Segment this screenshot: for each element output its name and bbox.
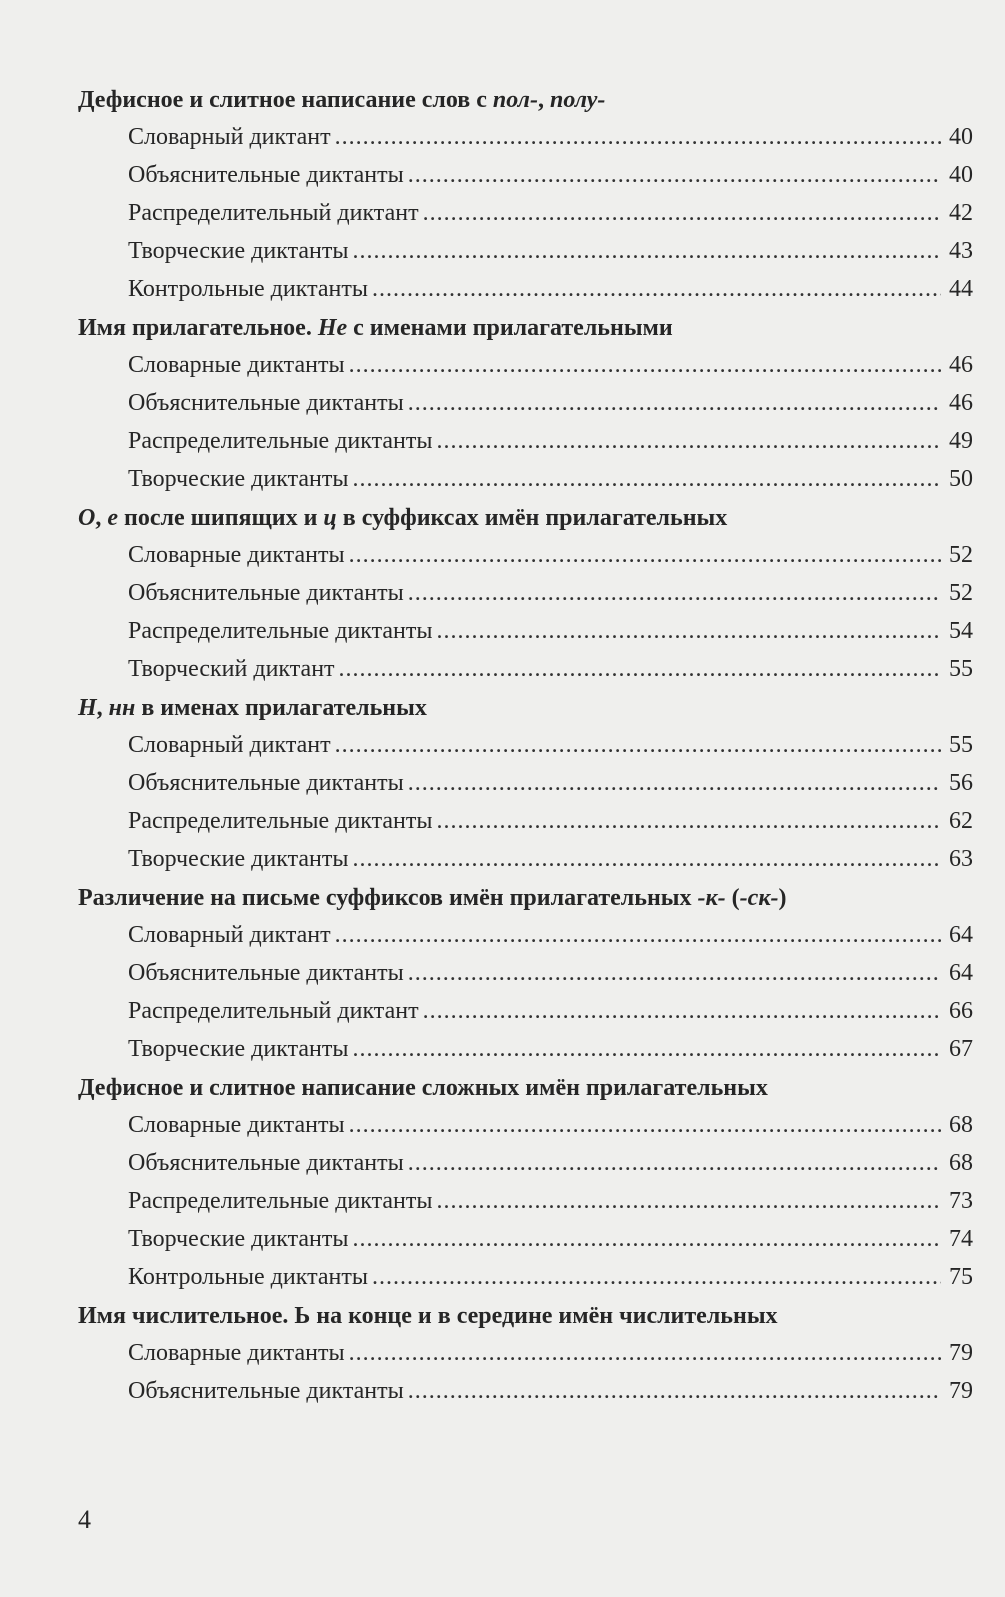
dot-leader [349,1106,941,1144]
entry-page-number: 63 [949,846,973,872]
dot-leader [437,612,942,650]
toc-entry [128,1144,973,1182]
dot-leader [349,346,941,384]
dot-leader [408,1144,941,1182]
dot-leader [349,1334,941,1372]
toc-section [78,314,973,498]
section-heading [78,86,973,114]
heading-text: Дефисное и слитное написание слов с [78,87,493,113]
entry-page-number: 46 [949,352,973,378]
entry-page-number: 74 [949,1226,973,1252]
entry-label: Словарный диктант [128,124,331,150]
toc-entry [128,156,973,194]
dot-leader [437,802,942,840]
toc-entry [128,764,973,802]
section-heading [78,884,973,912]
entry-page-number: 66 [949,998,973,1024]
toc-section [78,1302,973,1410]
entry-page-number: 42 [949,200,973,226]
entry-page-number: 73 [949,1188,973,1214]
page-number: 4 [78,1505,91,1534]
entry-page-number: 40 [949,162,973,188]
entry-page-number: 55 [949,656,973,682]
entry-page-number: 49 [949,428,973,454]
toc-section [78,1074,973,1296]
entry-page-number: 44 [949,276,973,302]
heading-text: , [96,695,109,721]
entry-page-number: 62 [949,808,973,834]
entry-label: Творческие диктанты [128,846,349,872]
heading-text: , [537,87,550,113]
dot-leader [352,1220,941,1258]
toc-entry [128,574,973,612]
entry-label: Объяснительные диктанты [128,1150,404,1176]
dot-leader [437,1182,942,1220]
dot-leader [339,650,941,688]
dot-leader [335,726,941,764]
heading-text: с именами прилагательными [347,315,673,341]
entry-label: Словарные диктанты [128,1340,345,1366]
entry-label: Объяснительные диктанты [128,162,404,188]
toc-entry [128,384,973,422]
dot-leader [408,1372,941,1410]
toc-entry [128,1220,973,1258]
dot-leader [408,954,941,992]
toc-entry [128,726,973,764]
entry-label: Творческие диктанты [128,1226,349,1252]
heading-text: после шипящих и [118,505,324,531]
toc-entry [128,1030,973,1068]
dot-leader [408,574,941,612]
entry-label: Объяснительные диктанты [128,390,404,416]
heading-text: полу- [549,87,606,113]
heading-text: Имя числительное. Ь на конце и в середине имён числительных [78,1303,778,1329]
toc-entry [128,992,973,1030]
toc-entry [128,194,973,232]
toc-section [78,694,973,878]
toc-entry [128,840,973,878]
dot-leader [372,1258,941,1296]
entry-page-number: 55 [949,732,973,758]
entry-page-number: 75 [949,1264,973,1290]
heading-text: в суффиксах имён прилагательных [336,505,728,531]
entry-label: Объяснительные диктанты [128,960,404,986]
entry-page-number: 54 [949,618,973,644]
entry-label: Объяснительные диктанты [128,580,404,606]
entry-page-number: 79 [949,1378,973,1404]
entry-label: Творческие диктанты [128,466,349,492]
entry-label: Распределительный диктант [128,200,419,226]
toc-section [78,884,973,1068]
dot-leader [408,384,941,422]
dot-leader [352,460,941,498]
toc-entry [128,232,973,270]
entry-label: Творческие диктанты [128,238,349,264]
dot-leader [349,536,941,574]
entry-page-number: 79 [949,1340,973,1366]
heading-text: Различение на письме суффиксов имён прилагательных [78,885,698,911]
heading-text: Дефисное и слитное написание сложных имён прилагательных [78,1075,768,1101]
toc-entry [128,270,973,308]
toc-section [78,504,973,688]
entry-label: Словарный диктант [128,922,331,948]
heading-text: О [78,505,96,531]
toc-entry [128,612,973,650]
toc-section [78,86,973,308]
toc-entry [128,118,973,156]
dot-leader [423,992,941,1030]
toc-entry [128,916,973,954]
heading-text: ц [323,505,337,531]
toc-entry [128,346,973,384]
section-heading [78,1302,973,1330]
dot-leader [352,1030,941,1068]
entry-page-number: 64 [949,922,973,948]
dot-leader [335,118,941,156]
section-heading [78,1074,973,1102]
entry-page-number: 68 [949,1150,973,1176]
entry-label: Распределительные диктанты [128,1188,433,1214]
section-heading [78,314,973,342]
toc-entry [128,536,973,574]
entry-label: Словарный диктант [128,732,331,758]
heading-text: -ск- [739,885,779,911]
toc-entry [128,1182,973,1220]
entry-label: Словарные диктанты [128,1112,345,1138]
entry-label: Распределительные диктанты [128,618,433,644]
entry-page-number: 68 [949,1112,973,1138]
toc-entry [128,1334,973,1372]
toc-entry [128,1106,973,1144]
toc-entry [128,1258,973,1296]
heading-text: е [107,505,118,531]
entry-label: Словарные диктанты [128,542,345,568]
heading-text: Н [78,695,97,721]
entry-label: Распределительный диктант [128,998,419,1024]
dot-leader [437,422,942,460]
entry-page-number: 43 [949,238,973,264]
dot-leader [423,194,941,232]
heading-text: , [95,505,108,531]
entry-page-number: 52 [949,542,973,568]
dot-leader [408,764,941,802]
dot-leader [352,840,941,878]
heading-text: нн [108,695,136,721]
heading-text: ) [778,885,787,911]
heading-text: пол- [492,87,538,113]
dot-leader [335,916,941,954]
entry-label: Распределительные диктанты [128,808,433,834]
table-of-contents [78,86,973,1416]
toc-entry [128,422,973,460]
heading-text: в именах прилагательных [135,695,427,721]
section-heading [78,694,973,722]
heading-text: ( [725,885,740,911]
entry-label: Контрольные диктанты [128,276,368,302]
entry-label: Творческий диктант [128,656,335,682]
toc-entry [128,650,973,688]
entry-page-number: 64 [949,960,973,986]
toc-entry [128,802,973,840]
section-heading [78,504,973,532]
entry-page-number: 50 [949,466,973,492]
dot-leader [408,156,941,194]
dot-leader [352,232,941,270]
heading-text: Не [317,315,348,341]
entry-page-number: 56 [949,770,973,796]
toc-entry [128,1372,973,1410]
toc-entry [128,954,973,992]
entry-label: Словарные диктанты [128,352,345,378]
entry-label: Объяснительные диктанты [128,1378,404,1404]
entry-label: Творческие диктанты [128,1036,349,1062]
dot-leader [372,270,941,308]
heading-text: Имя прилагательное. [78,315,318,341]
heading-text: -к- [697,885,726,911]
entry-label: Распределительные диктанты [128,428,433,454]
entry-page-number: 40 [949,124,973,150]
entry-label: Объяснительные диктанты [128,770,404,796]
entry-page-number: 67 [949,1036,973,1062]
entry-page-number: 46 [949,390,973,416]
entry-page-number: 52 [949,580,973,606]
toc-entry [128,460,973,498]
entry-label: Контрольные диктанты [128,1264,368,1290]
